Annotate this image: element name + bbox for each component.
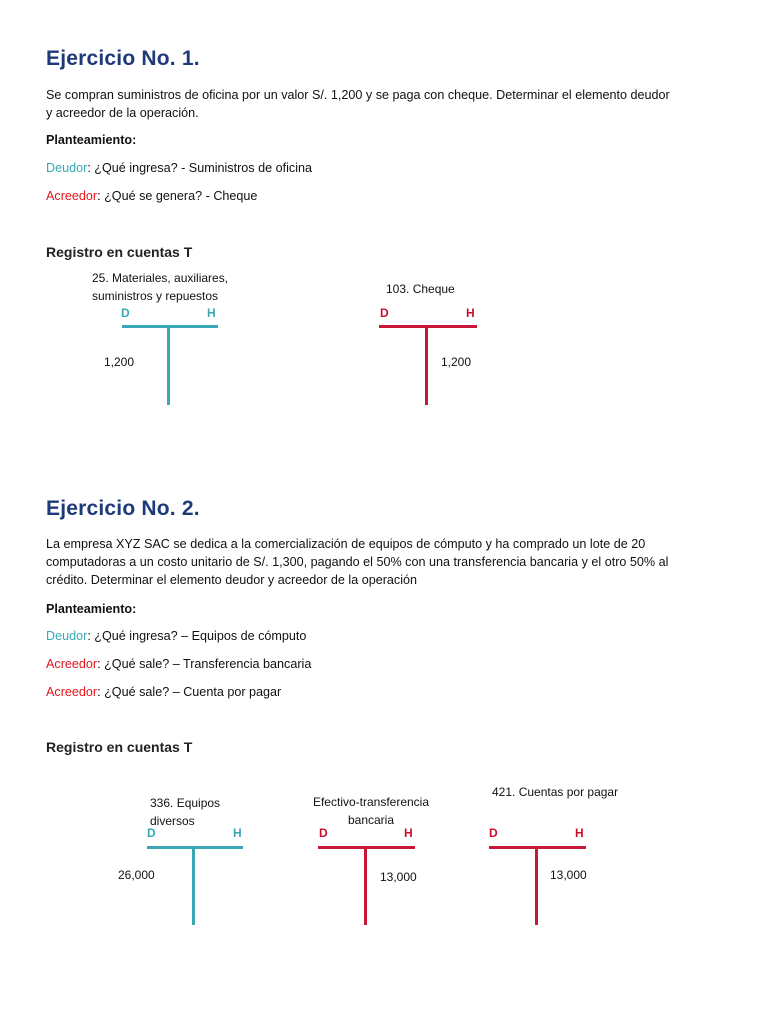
ex2-t2-vertical-line [364,846,367,925]
ex2-t1-debit-amount: 26,000 [118,868,155,882]
ex2-deudor-line [46,627,306,645]
ex2-acreedor1-line [46,655,311,673]
ex2-statement-line2: computadoras a un costo unitario de S/. 1,300, pagando el 50% con una transferencia bancaria y el otro 50% al [46,555,669,569]
ex2-deudor-label: Deudor [46,629,88,643]
ex1-t1-credit-label: H [207,306,216,320]
ex1-acreedor-line [46,187,257,205]
ex2-t2-debit-label: D [319,826,328,840]
ex1-t1-debit-amount: 1,200 [104,355,135,369]
ex2-registro-heading: Registro en cuentas T [46,739,193,755]
ex2-statement-line3: crédito. Determinar el elemento deudor y acreedor de la operación [46,573,418,587]
ex2-acreedor1-label: Acreedor [46,657,98,671]
ex2-t2-name-line2: bancaria [347,813,395,827]
ex2-t1-credit-label: H [233,826,242,840]
ex1-registro-heading: Registro en cuentas T [46,244,193,260]
ex1-statement-line2: y acreedor de la operación. [46,106,199,120]
ex2-t3-debit-label: D [489,826,498,840]
ex2-t3-vertical-line [535,846,538,925]
ex2-t3-credit-amount: 13,000 [550,868,587,882]
ex1-deudor-label: Deudor [46,161,88,175]
ex2-t2-name-line1: Efectivo-transferencia [312,795,430,809]
ex2-acreedor2-label: Acreedor [46,685,98,699]
ex1-statement-line1: Se compran suministros de oficina por un valor S/. 1,200 y se paga con cheque. Determinar el elemento deudor [46,88,670,102]
ex2-acreedor2-line [46,683,281,701]
ex2-t3-account-name: 421. Cuentas por pagar [492,785,619,799]
ex1-t1-name-line2: suministros y repuestos [92,289,219,303]
ex1-title: Ejercicio No. 1. [46,47,200,70]
ex2-statement-line1: La empresa XYZ SAC se dedica a la comercialización de equipos de cómputo y ha comprado un lote de 20 [46,537,646,551]
ex1-statement [46,86,746,122]
ex2-acreedor1-text: : ¿Qué sale? – Transferencia bancaria [97,657,312,671]
ex2-title: Ejercicio No. 2. [46,497,200,520]
ex2-t3-credit-label: H [575,826,584,840]
ex1-t1-account-name [92,269,228,305]
ex2-deudor-text: : ¿Qué ingresa? – Equipos de cómputo [87,629,307,643]
ex1-t2-horizontal-line [379,325,477,328]
ex1-t2-credit-amount: 1,200 [441,355,472,369]
ex2-t1-horizontal-line [147,846,243,849]
ex2-t1-account-name [150,794,220,830]
ex1-t1-debit-label: D [121,306,130,320]
ex1-deudor-text: : ¿Qué ingresa? - Suministros de oficina [87,161,313,175]
ex2-t1-debit-label: D [147,826,156,840]
ex1-planteamiento: Planteamiento: [46,133,137,147]
ex2-planteamiento: Planteamiento: [46,602,137,616]
ex1-acreedor-text: : ¿Qué se genera? - Cheque [97,189,258,203]
ex2-t2-credit-label: H [404,826,413,840]
ex1-t1-vertical-line [167,325,170,405]
ex2-t2-account-name [306,793,436,829]
ex1-t2-account-name: 103. Cheque [386,282,455,296]
ex2-t2-credit-amount: 13,000 [380,870,417,884]
ex2-t1-name-line2: diversos [150,814,195,828]
ex1-t1-horizontal-line [122,325,218,328]
ex1-t2-debit-label: D [380,306,389,320]
ex1-t1-name-line1: 25. Materiales, auxiliares, [92,271,229,285]
ex2-statement [46,535,756,589]
ex2-t1-name-line1: 336. Equipos [150,796,221,810]
ex1-deudor-line [46,159,312,177]
ex1-t2-credit-label: H [466,306,475,320]
ex1-t2-vertical-line [425,325,428,405]
ex2-acreedor2-text: : ¿Qué sale? – Cuenta por pagar [97,685,282,699]
ex1-acreedor-label: Acreedor [46,189,98,203]
ex2-t1-vertical-line [192,846,195,925]
